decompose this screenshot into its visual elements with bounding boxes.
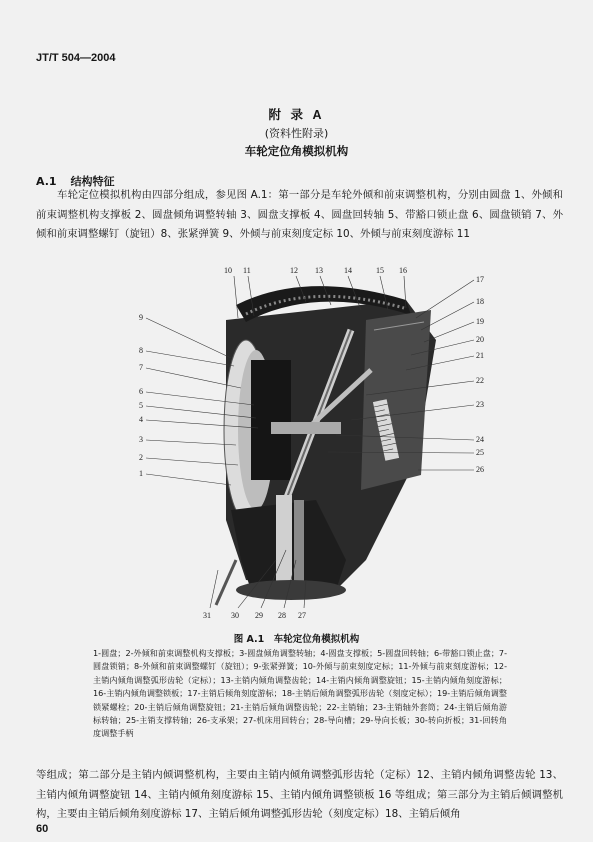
callout-19: 19	[476, 317, 484, 326]
callout-4: 4	[139, 415, 143, 424]
callout-21: 21	[476, 351, 484, 360]
figure-legend: 1-圆盘；2-外倾和前束调整机构支撑板；3-圆盘倾角调整转轴；4-圆盘支撑板；5-圆盘回转轴；6-带豁口锁止盘；7-圆盘锁销；8-外倾和前束调整螺钉（旋钮）；9-张紧弹簧；10-外倾与前束刻度定标；11-外倾与前束刻度游标；12-主销内倾角调整弧形齿轮（定标）；13-主销内倾角调整齿轮；14-主销内倾角调整旋钮；15-主销内倾角刻度游标；16-主销内倾角调整锁板；17-主销后倾角刻度游标；18-主销后倾角调整弧形齿轮（刻度定标）；19-主销后倾角调整锁紧螺栓；20-主销后倾角调整旋钮；21-主销后倾角调整齿轮；22-主销轴；23-主销轴外套筒；24-主销后倾角游标转轴；25-主销支撑转轴；26-支承架；27-机床用回转台；28-导向槽；29-导向长板；30-转向折板；31-回转角度调整手柄	[93, 648, 507, 739]
figure-a1	[106, 260, 526, 628]
mechanism-photo-illustration	[106, 260, 526, 628]
callout-14: 14	[344, 266, 352, 275]
callout-28: 28	[278, 611, 286, 620]
callout-2: 2	[139, 453, 143, 462]
callout-16: 16	[399, 266, 407, 275]
section-title: 结构特征	[70, 175, 115, 188]
callout-6: 6	[139, 387, 143, 396]
page-number: 60	[36, 823, 49, 835]
callout-13: 13	[315, 266, 323, 275]
callout-30: 30	[231, 611, 239, 620]
callout-7: 7	[139, 363, 143, 372]
callout-18: 18	[476, 297, 484, 306]
appendix-heading: 车轮定位角模拟机构	[244, 144, 349, 158]
callout-11: 11	[243, 266, 251, 275]
section-number: A.1	[36, 175, 57, 188]
appendix-title: 附 录 A	[268, 108, 325, 122]
callout-27: 27	[298, 611, 306, 620]
callout-17: 17	[476, 275, 484, 284]
callout-22: 22	[476, 376, 484, 385]
callout-23: 23	[476, 400, 484, 409]
callout-3: 3	[139, 435, 143, 444]
standard-number-header: JT/T 504—2004	[36, 52, 116, 64]
callout-10: 10	[224, 266, 232, 275]
callout-31: 31	[203, 611, 211, 620]
callout-25: 25	[476, 448, 484, 457]
callout-8: 8	[139, 346, 143, 355]
appendix-subtitle: (资料性附录)	[264, 127, 329, 140]
callout-26: 26	[476, 465, 484, 474]
callout-12: 12	[290, 266, 298, 275]
callout-1: 1	[139, 469, 143, 478]
callout-9: 9	[139, 313, 143, 322]
figure-caption: 图 A.1 车轮定位角模拟机构	[233, 634, 360, 645]
paragraph-intro: 车轮定位模拟机构由四部分组成，参见图 A.1：第一部分是车轮外倾和前束调整机构，分别由圆盘 1、外倾和前束调整机构支撑板 2、圆盘倾角调整转轴 3、圆盘支撑板 4、圆盘回转轴 5、带豁口锁止盘 6、圆盘锁销 7、外倾和前束调整螺钉（旋钮）8、张紧弹簧 9、外倾与前束刻度定标 10、外倾与前束刻度游标 11	[36, 189, 563, 241]
callout-5: 5	[139, 401, 143, 410]
callout-20: 20	[476, 335, 484, 344]
callout-29: 29	[255, 611, 263, 620]
paragraph-continued: 等组成；第二部分是主销内倾调整机构，主要由主销内倾角调整弧形齿轮（定标）12、主销内倾角调整齿轮 13、主销内倾角调整旋钮 14、主销内倾角刻度游标 15、主销内倾角调整锁板 16 等组成；第三部分为主销后倾调整机构，主要由主销后倾角刻度游标 17、主销后倾角调整弧形齿轮（刻度定标）18、主销后倾角	[36, 769, 563, 821]
callout-24: 24	[476, 435, 484, 444]
callout-15: 15	[376, 266, 384, 275]
